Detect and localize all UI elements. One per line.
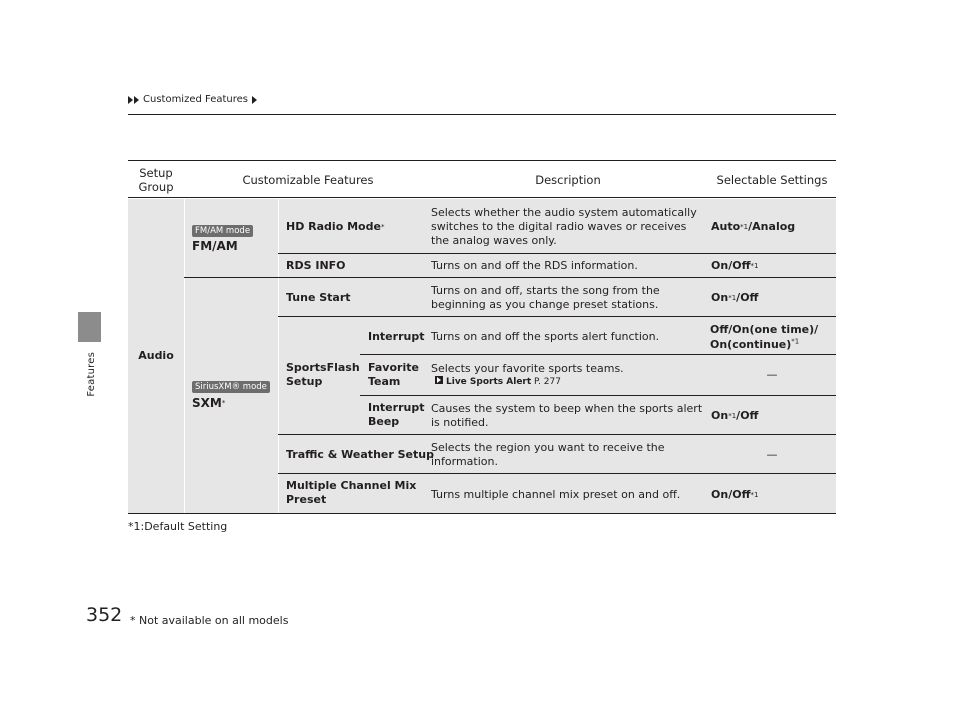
column-divider <box>184 199 185 513</box>
section-tab-marker <box>78 312 101 342</box>
settings-line: Off/On(one time)/ <box>710 323 819 336</box>
sub-feature-favorite-team: Favorite Team <box>368 361 419 388</box>
settings-interrupt-beep: On *1 / Off <box>711 409 759 422</box>
default-setting-footnote: *1:Default Setting <box>128 520 228 533</box>
row-divider <box>278 473 836 474</box>
row-divider <box>278 434 836 435</box>
breadcrumb-arrow-icon <box>134 96 139 104</box>
option-on: On <box>711 488 729 501</box>
breadcrumb-link[interactable]: Customized Features <box>143 94 249 105</box>
feature-tune-start: Tune Start <box>286 291 351 304</box>
settings-traffic-weather: — <box>766 448 778 461</box>
header-divider <box>128 114 836 115</box>
option-off: Off <box>740 409 759 422</box>
description-interrupt-beep: Causes the system to beep when the sports alert is notified. <box>431 402 703 429</box>
option-off: Off <box>732 488 751 501</box>
option-auto: Auto <box>711 220 741 233</box>
row-divider <box>360 354 836 355</box>
sub-feature-interrupt: Interrupt <box>368 330 425 343</box>
description-favorite-team <box>431 362 624 388</box>
siriusxm-mode-badge: SiriusXM® mode <box>192 381 270 393</box>
option-off: Off <box>740 291 759 304</box>
description-text: Selects your favorite sports teams. <box>431 362 624 375</box>
reference-arrow-icon <box>435 376 443 384</box>
option-separator: / <box>728 259 733 272</box>
page-number: 352 <box>86 604 123 626</box>
header-selectable-settings: Selectable Settings <box>716 172 828 187</box>
option-separator: / <box>728 488 733 501</box>
group-audio: Audio <box>138 349 174 362</box>
settings-interrupt <box>710 322 818 352</box>
section-label: Features <box>86 352 97 397</box>
description-multiple-channel-mix: Turns multiple channel mix preset on and off. <box>431 488 681 501</box>
settings-tune-start: On *1 / Off <box>711 291 759 304</box>
subgroup-sxm: SXM * <box>192 396 226 410</box>
description-interrupt: Turns on and off the sports alert function. <box>431 330 660 343</box>
subgroup-fm-am: FM/AM <box>192 239 238 253</box>
feature-label: HD Radio Mode <box>286 220 381 233</box>
feature-traffic-weather-setup: Traffic & Weather Setup <box>286 448 434 461</box>
description-tune-start: Turns on and off, starts the song from the beginning as you change preset stations. <box>431 284 660 311</box>
option-on-continue: On(continue) <box>710 338 792 351</box>
sub-feature-interrupt-beep: Interrupt Beep <box>368 401 425 428</box>
default-mark: *1 <box>791 337 800 346</box>
settings-multiple-channel-mix: On / Off *1 <box>711 488 759 501</box>
reference-page: P. 277 <box>534 377 561 387</box>
option-analog: Analog <box>752 220 796 233</box>
option-on: On <box>711 409 729 422</box>
breadcrumb-arrow-icon <box>252 96 257 104</box>
availability-footnote: * Not available on all models <box>130 614 289 627</box>
subgroup-label: SXM <box>192 396 222 410</box>
column-divider <box>278 199 279 513</box>
feature-rds-info: RDS INFO <box>286 259 346 272</box>
option-separator: / <box>736 409 741 422</box>
settings-table-body <box>128 199 836 513</box>
description-rds-info: Turns on and off the RDS information. <box>431 259 638 272</box>
settings-line <box>710 337 818 352</box>
header-setup-group: Setup Group <box>138 165 174 194</box>
option-on: On <box>711 259 729 272</box>
feature-hd-radio-mode: HD Radio Mode * <box>286 220 385 233</box>
settings-favorite-team: — <box>766 368 778 381</box>
breadcrumb <box>128 94 258 105</box>
option-separator: / <box>736 291 741 304</box>
fm-am-mode-badge: FM/AM mode <box>192 225 253 237</box>
option-off: Off <box>732 259 751 272</box>
row-divider <box>278 253 836 254</box>
description-traffic-weather: Selects the region you want to receive the information. <box>431 441 665 468</box>
feature-multiple-channel-mix-preset: Multiple Channel Mix Preset <box>286 479 417 506</box>
table-header <box>128 160 836 198</box>
row-divider <box>360 395 836 396</box>
row-divider <box>184 277 836 278</box>
description-hd-radio-mode: Selects whether the audio system automatically switches to the digital radio waves or receives the analog waves only. <box>431 206 697 247</box>
row-divider <box>278 316 836 317</box>
option-separator: / <box>748 220 753 233</box>
header-description: Description <box>535 172 601 187</box>
settings-hd-radio-mode: Auto *1 / Analog <box>711 220 796 233</box>
settings-rds-info: On / Off *1 <box>711 259 759 272</box>
table-bottom-rule <box>128 513 836 514</box>
header-customizable-features: Customizable Features <box>242 172 374 187</box>
cross-reference[interactable] <box>431 376 624 388</box>
feature-sportsflash-setup: SportsFlash Setup <box>286 361 360 388</box>
option-on: On <box>711 291 729 304</box>
breadcrumb-arrow-icon <box>128 96 133 104</box>
reference-title: Live Sports Alert <box>446 377 532 387</box>
